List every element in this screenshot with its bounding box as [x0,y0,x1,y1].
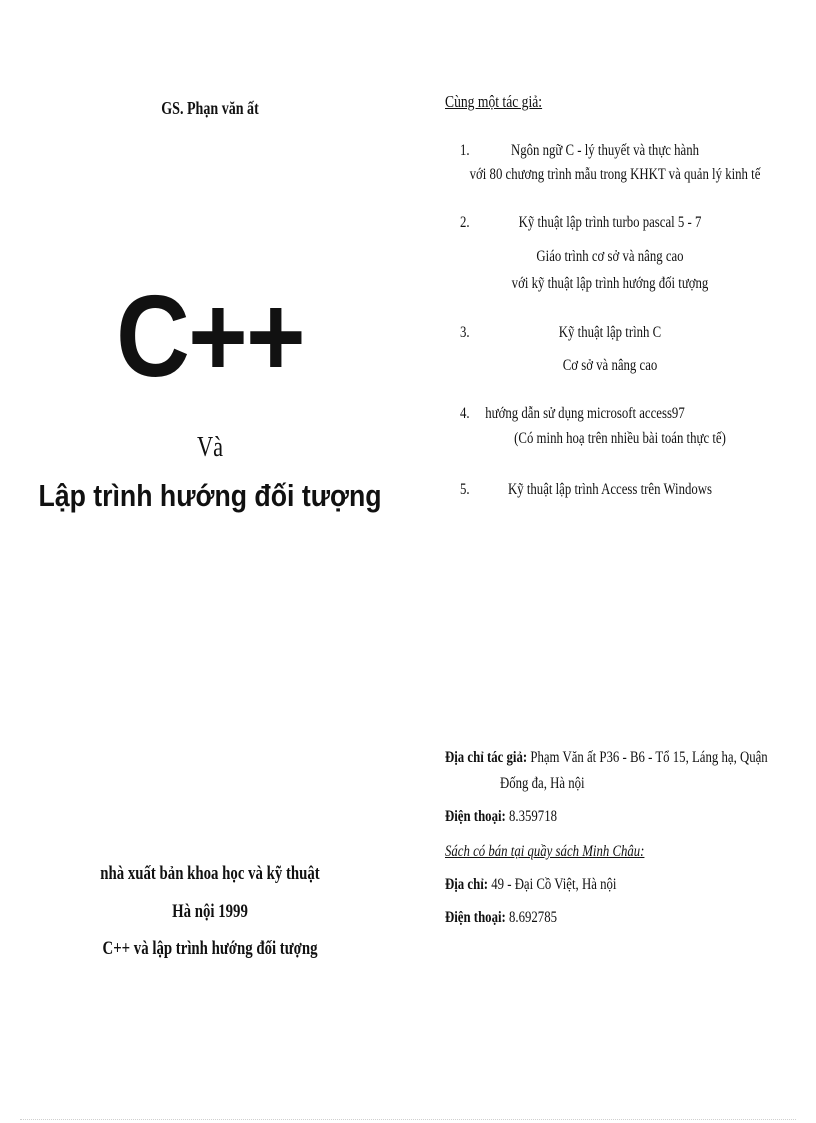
author-address-label: Địa chỉ tác giả: [445,749,528,766]
author-address-cont: Đống đa, Hà nội [500,775,585,792]
page-bottom-divider [20,1119,796,1120]
bookshop-phone-value: 8.692785 [509,909,557,926]
book-line: Cơ sở và nâng cao [562,357,658,374]
bookshop-phone [445,909,557,927]
publication-city-year: Hà nội 1999 [172,901,248,922]
author-address-value: Phạm Văn ất P36 - B6 - Tổ 15, Láng hạ, Quận [530,749,768,766]
bookshop-address-label: Địa chỉ: [445,876,489,893]
book-line: Kỹ thuật lập trình turbo pascal 5 - 7 [518,214,702,231]
book-number: 4. [460,405,470,422]
author-phone [445,808,557,826]
author-phone-value: 8.359718 [509,808,557,825]
book-title-sub: Lập trình hướng đối tượng [38,478,382,513]
book-line: Ngôn ngữ C - lý thuyết và thực hành [510,142,700,159]
author-phone-label: Điện thoại: [445,808,506,825]
bookshop-address [445,876,616,894]
book-title-connector: Và [196,432,224,463]
book-line: với kỹ thuật lập trình hướng đối tượng [511,275,709,292]
book-line: Kỹ thuật lập trình C [558,324,662,341]
book-line: hướng dẫn sử dụng microsoft access97 [485,405,685,422]
publisher-name: nhà xuất bản khoa học và kỹ thuật [100,863,320,884]
book-number: 5. [460,481,470,498]
same-author-heading: Cùng một tác giả: [445,92,543,111]
book-line: với 80 chương trình mẫu trong KHKT và quản lý kinh tế [469,166,761,183]
book-number: 1. [460,142,470,159]
book-short-title: C++ và lập trình hướng đối tượng [102,938,318,959]
author-name: GS. Phạn văn ất [161,98,259,118]
bookshop-address-value: 49 - Đại Cồ Việt, Hà nội [491,876,617,893]
author-address [445,749,768,767]
book-number: 3. [460,324,470,341]
book-title-main: C++ [116,271,304,401]
book-line: Giáo trình cơ sở và nâng cao [536,248,684,265]
bookshop-note: Sách có bán tại quầy sách Minh Châu: [445,843,645,860]
book-number: 2. [460,214,470,231]
book-line: Kỹ thuật lập trình Access trên Windows [507,481,712,498]
book-line: (Có minh hoạ trên nhiều bài toán thực tế) [514,430,726,447]
bookshop-phone-label: Điện thoại: [445,909,506,926]
